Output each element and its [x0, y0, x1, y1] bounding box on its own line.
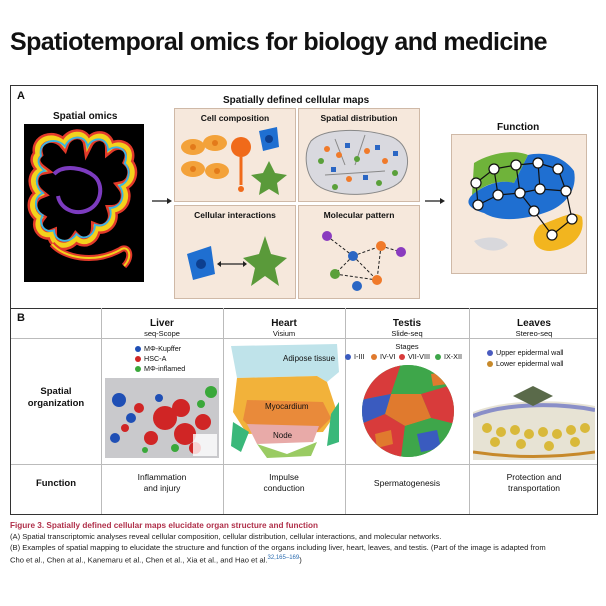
grid-line — [11, 464, 597, 465]
legend-label: MΦ-Kupffer — [144, 344, 182, 353]
legend-label: HSC-A — [144, 354, 167, 363]
leaves-spatial-map — [473, 372, 595, 460]
function-line: Protection and — [506, 472, 562, 482]
tile-label: Cell composition — [200, 113, 270, 123]
column-subtitle: Slide-seq — [391, 329, 423, 338]
legend-swatch — [399, 354, 405, 360]
testis-spatial-map — [361, 364, 455, 458]
figure-title: Spatiotemporal omics for biology and medicine — [10, 28, 547, 56]
column-title: Testis — [392, 318, 422, 329]
function-liver — [101, 472, 223, 494]
grid-line — [11, 338, 597, 339]
column-title: Liver — [150, 318, 174, 329]
spatial-omics-image — [24, 124, 144, 282]
legend-item — [435, 352, 462, 361]
tile-label: Cellular interactions — [194, 210, 276, 220]
function-line: Impulse — [269, 472, 299, 482]
legend-label: IX-XII — [444, 352, 462, 361]
row-label-line: Spatial — [40, 386, 72, 397]
legend-swatch — [487, 350, 493, 356]
function-label: Function — [497, 122, 540, 133]
function-leaves — [469, 472, 599, 494]
caption-line-b: (B) Examples of spatial mapping to elucidate the structure and function of the organs including liver, heart, leaves, and testis. (Part of the image is adapted from — [10, 543, 546, 552]
function-testis — [345, 478, 469, 489]
legend-swatch — [487, 361, 493, 367]
arrow-right-icon — [151, 196, 173, 206]
legend-label: VII-VIII — [408, 352, 430, 361]
tile-molecular-pattern — [298, 205, 420, 299]
arrow-right-icon — [424, 196, 446, 206]
row-label-line: organization — [27, 398, 85, 409]
column-header-testis — [345, 318, 469, 338]
legend-label: Lower epidermal wall — [496, 359, 564, 368]
column-title: Heart — [271, 318, 297, 329]
function-network-icon — [454, 139, 586, 271]
function-line: Inflammation — [137, 472, 187, 482]
legend-swatch — [135, 366, 141, 372]
caption-line-a: (A) Spatial transcriptomic analyses reveal cellular composition, cellular distribution, cellular interactions, and molecular networks. — [10, 532, 442, 541]
function-heart — [223, 472, 345, 494]
heart-label-myocardium: Myocardium — [265, 402, 309, 411]
legend-swatch — [135, 356, 141, 362]
function-line: conduction — [263, 483, 305, 493]
legend-item — [135, 344, 181, 353]
cellular-interactions-icon — [181, 224, 291, 296]
function-line: and injury — [143, 483, 181, 493]
tile-label: Spatial distribution — [320, 113, 398, 123]
panel-a-heading: Spatially defined cellular maps — [223, 95, 370, 106]
figure-caption — [10, 520, 602, 566]
testis-stages-title: Stages — [395, 342, 419, 351]
spatial-omics-label: Spatial omics — [53, 111, 118, 122]
legend-swatch — [435, 354, 441, 360]
function-tile — [451, 134, 587, 274]
liver-spatial-map — [105, 378, 219, 458]
row-label-spatial-organization — [11, 386, 101, 410]
column-header-leaves — [469, 318, 599, 338]
column-subtitle: seq-Scope — [144, 329, 180, 338]
heart-label-adipose: Adipose tissue — [283, 354, 336, 363]
column-header-liver — [101, 318, 223, 338]
tile-spatial-distribution — [298, 108, 420, 202]
legend-swatch — [135, 346, 141, 352]
legend-label: MΦ-inflamed — [144, 364, 186, 373]
figure-panel — [10, 85, 598, 515]
panel-b-letter: B — [17, 312, 25, 324]
legend-label: I-III — [354, 352, 365, 361]
legend-item — [345, 352, 364, 361]
function-line: transportation — [508, 483, 560, 493]
heart-label-node: Node — [273, 431, 293, 440]
legend-swatch — [371, 354, 377, 360]
column-subtitle: Visium — [272, 329, 296, 338]
legend-item — [135, 354, 166, 363]
panel-divider — [11, 308, 597, 309]
caption-refs[interactable]: 32,165–169 — [267, 555, 300, 561]
cell-composition-icon — [179, 125, 291, 199]
spatial-distribution-icon — [305, 125, 415, 199]
panel-a-letter: A — [17, 90, 25, 102]
caption-text: ) — [299, 555, 302, 565]
tile-cellular-interactions — [174, 205, 296, 299]
tile-label: Molecular pattern — [323, 210, 395, 220]
legend-item — [399, 352, 430, 361]
column-title: Leaves — [517, 318, 551, 329]
caption-title: Figure 3. Spatially defined cellular maps elucidate organ structure and function — [10, 521, 319, 530]
molecular-pattern-icon — [307, 222, 413, 296]
legend-item — [371, 352, 396, 361]
legend-label: IV-VI — [380, 352, 396, 361]
column-subtitle: Stereo-seq — [515, 329, 553, 338]
legend-item — [487, 348, 564, 357]
legend-label: Upper epidermal wall — [496, 348, 564, 357]
column-header-heart — [223, 318, 345, 338]
legend-item — [487, 359, 564, 368]
legend-item — [135, 364, 185, 373]
row-label-function: Function — [35, 478, 77, 489]
function-line: Spermatogenesis — [373, 478, 441, 488]
caption-text: Cho et al., Chen at al., Kanemaru et al., Chen et al., Xia et al., and Hao et al. — [10, 555, 268, 565]
legend-swatch — [345, 354, 351, 360]
caption-line-b-cont — [10, 553, 602, 566]
tile-cell-composition — [174, 108, 296, 202]
